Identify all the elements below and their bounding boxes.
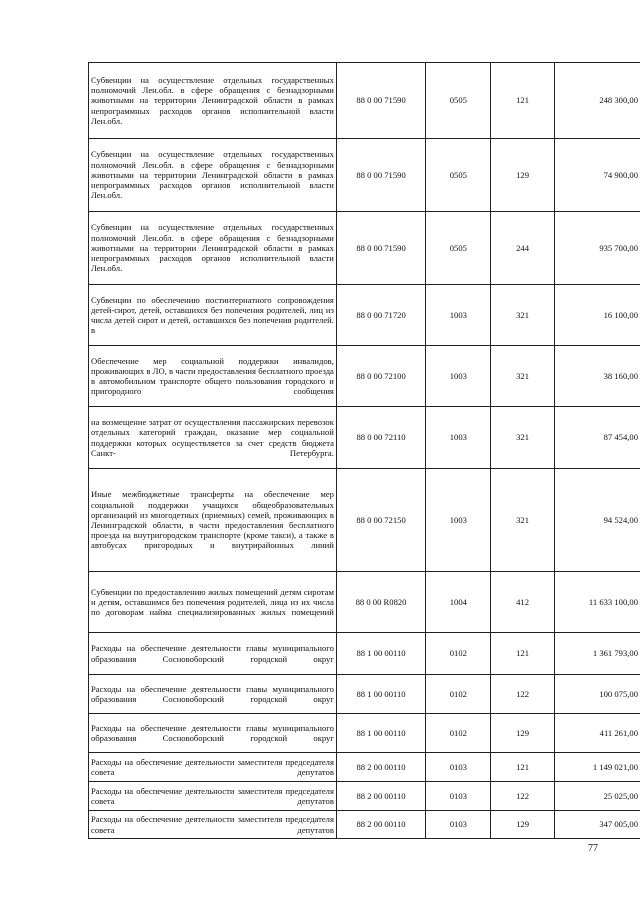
row-target-article: 88 1 00 00110 [336,714,425,753]
row-expense-type: 129 [491,714,554,753]
budget-table-body [89,63,640,839]
row-description: на возмещение затрат от осуществления пассажирских перевозок отдельных категорий граждан, оказание мер социальной поддержки которых осуществляется за счет средств бюджета Санкт- Петербурга. [89,407,337,469]
row-amount: 94 524,00 [554,469,640,572]
row-amount: 347 005,00 [554,811,640,839]
row-description: Субвенции по обеспечению постинтернатного сопровождения детей-сирот, детей, оставшихся без попечения родителей, лиц из числа детей сирот и детей, оставшихся без попечения родителей. в [89,285,337,346]
table-row [89,633,640,675]
row-description: Субвенции на осуществление отдельных государственных полномочий Лен.обл. в сфере обращения с безнадзорными животными на территории Ленинградской области в рамках непрограммных расходов органов исполнительной власти Лен.обл. [89,63,337,139]
row-description: Субвенции на осуществление отдельных государственных полномочий Лен.обл. в сфере обращения с безнадзорными животными на территории Ленинградской области в рамках непрограммных расходов органов исполнительной власти Лен.обл. [89,212,337,285]
table-row [89,572,640,633]
row-expense-type: 121 [491,63,554,139]
row-section: 1003 [426,346,491,407]
row-target-article: 88 0 00 71720 [336,285,425,346]
row-target-article: 88 0 00 72150 [336,469,425,572]
row-section: 0505 [426,139,491,212]
row-target-article: 88 1 00 00110 [336,633,425,675]
row-target-article: 88 0 00 71590 [336,63,425,139]
row-expense-type: 129 [491,139,554,212]
row-section: 0505 [426,63,491,139]
row-expense-type: 121 [491,753,554,782]
row-expense-type: 412 [491,572,554,633]
row-section: 0103 [426,753,491,782]
row-amount: 100 075,00 [554,675,640,714]
row-amount: 38 160,00 [554,346,640,407]
row-amount: 1 149 021,00 [554,753,640,782]
table-row [89,753,640,782]
row-section: 1003 [426,469,491,572]
table-row [89,63,640,139]
row-expense-type: 321 [491,469,554,572]
budget-table [88,62,640,839]
row-amount: 411 261,00 [554,714,640,753]
table-row [89,139,640,212]
row-target-article: 88 0 00 72110 [336,407,425,469]
table-row [89,407,640,469]
row-section: 0102 [426,633,491,675]
row-description: Расходы на обеспечение деятельности заместителя председателя совета депутатов [89,811,337,839]
row-amount: 87 454,00 [554,407,640,469]
row-section: 0103 [426,811,491,839]
row-amount: 11 633 100,00 [554,572,640,633]
row-description: Расходы на обеспечение деятельности главы муниципального образования Сосновоборский городской округ [89,675,337,714]
row-target-article: 88 2 00 00110 [336,811,425,839]
row-target-article: 88 0 00 72100 [336,346,425,407]
row-expense-type: 244 [491,212,554,285]
row-expense-type: 321 [491,285,554,346]
row-target-article: 88 0 00 71590 [336,212,425,285]
row-target-article: 88 2 00 00110 [336,753,425,782]
row-expense-type: 321 [491,346,554,407]
row-description: Расходы на обеспечение деятельности заместителя председателя совета депутатов [89,782,337,811]
row-expense-type: 129 [491,811,554,839]
row-amount: 25 025,00 [554,782,640,811]
table-row [89,469,640,572]
row-target-article: 88 0 00 71590 [336,139,425,212]
table-row [89,675,640,714]
row-section: 1003 [426,407,491,469]
row-target-article: 88 1 00 00110 [336,675,425,714]
table-row [89,346,640,407]
row-description: Субвенции по предоставлению жилых помещений детям сиротам и детям, оставшимся без попечения родителей, лица из их числа по договорам найма специализированных жилых помещений [89,572,337,633]
row-amount: 935 700,00 [554,212,640,285]
row-amount: 16 100,00 [554,285,640,346]
row-amount: 74 900,00 [554,139,640,212]
table-row [89,212,640,285]
row-section: 0505 [426,212,491,285]
row-section: 0102 [426,675,491,714]
row-target-article: 88 2 00 00110 [336,782,425,811]
row-description: Иные межбюджетные трансферты на обеспечение мер социальной поддержки учащихся общеобразовательных организаций из многодетных (приемных) семей, проживающих в Ленинградской области, в части предоставления бесплатного проезда на внутригородском транспорте (кроме такси), а также в автобусах пригородных и внутрирайонных линий [89,469,337,572]
row-section: 0102 [426,714,491,753]
row-description: Обеспечение мер социальной поддержки инвалидов, проживающих в ЛО, в части предоставления бесплатного проезда в автомобильном транспорте общего пользования городского и пригородного сообщения [89,346,337,407]
row-expense-type: 321 [491,407,554,469]
row-amount: 248 300,00 [554,63,640,139]
page-number: 77 [588,843,598,854]
row-expense-type: 122 [491,675,554,714]
row-section: 1004 [426,572,491,633]
row-expense-type: 122 [491,782,554,811]
table-row [89,811,640,839]
row-description: Расходы на обеспечение деятельности заместителя председателя совета депутатов [89,753,337,782]
table-row [89,714,640,753]
row-description: Расходы на обеспечение деятельности главы муниципального образования Сосновоборский городской округ [89,633,337,675]
row-amount: 1 361 793,00 [554,633,640,675]
row-description: Субвенции на осуществление отдельных государственных полномочий Лен.обл. в сфере обращения с безнадзорными животными на территории Ленинградской области в рамках непрограммных расходов органов исполнительной власти Лен.обл. [89,139,337,212]
row-expense-type: 121 [491,633,554,675]
row-description: Расходы на обеспечение деятельности главы муниципального образования Сосновоборский городской округ [89,714,337,753]
row-section: 1003 [426,285,491,346]
row-section: 0103 [426,782,491,811]
table-row [89,285,640,346]
table-row [89,782,640,811]
row-target-article: 88 0 00 R0820 [336,572,425,633]
